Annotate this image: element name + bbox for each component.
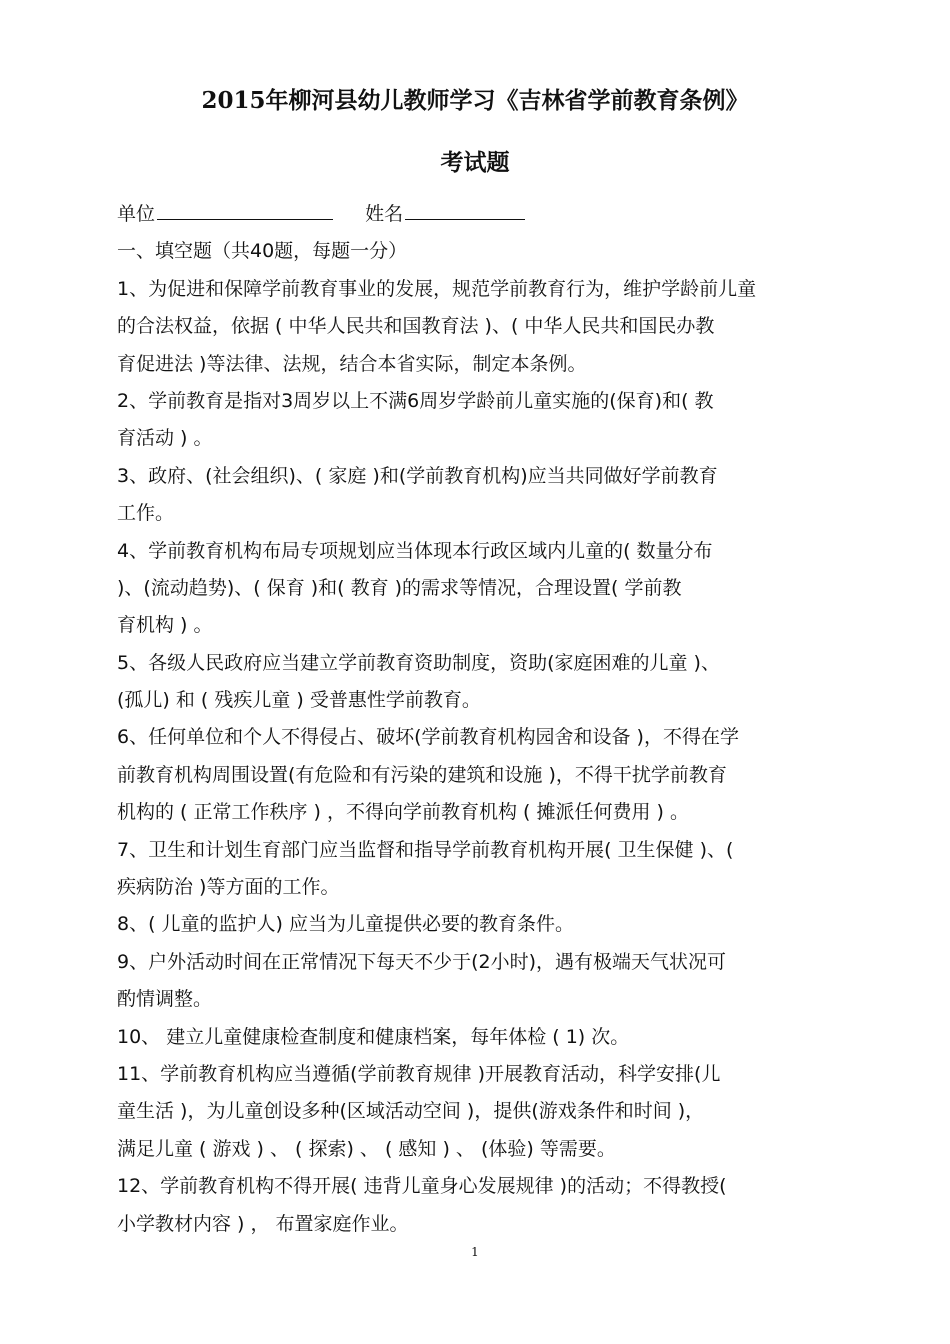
text-line: 酌情调整。 <box>117 988 213 1011</box>
text-line: 小学教材内容 ) ， 布置家庭作业。 <box>117 1212 409 1235</box>
text-line: 机构的 ( 正常工作秩序 ) ，不得向学前教育机构 ( 摊派任何费用 ) 。 <box>117 801 689 824</box>
text-line: 4、学前教育机构布局专项规划应当体现本行政区域内儿童的( 数量分布 <box>117 539 713 562</box>
text-line: 育活动 ) 。 <box>117 427 213 450</box>
text-line: 1、为促进和保障学前教育事业的发展，规范学前教育行为，维护学龄前儿童 <box>117 277 757 300</box>
text-line: 8、( 儿童的监护人) 应当为儿童提供必要的教育条件。 <box>117 913 574 936</box>
name-blank <box>405 199 525 220</box>
document-body <box>117 196 837 1243</box>
unit-label: 单位 <box>117 203 156 225</box>
text-line: 前教育机构周围设置(有危险和有污染的建筑和设施 )，不得干扰学前教育 <box>117 763 727 786</box>
unit-blank <box>157 199 333 220</box>
section-heading: 一、填空题（共40题，每题一分） <box>117 240 408 263</box>
text-line: 11、学前教育机构应当遵循(学前教育规律 )开展教育活动，科学安排(儿 <box>117 1062 721 1085</box>
text-line: 童生活 )，为儿童创设多种(区域活动空间 )，提供(游戏条件和时间 )， <box>117 1100 705 1123</box>
document-subtitle: 考试题 <box>440 149 510 176</box>
form-fields-row <box>117 196 837 233</box>
text-line: 9、户外活动时间在正常情况下每天不少于(2小时)，遇有极端天气状况可 <box>117 950 727 973</box>
document-title: 2015年柳河县幼儿教师学习《吉林省学前教育条例》 <box>201 87 749 114</box>
text-line: 满足儿童 ( 游戏 ) 、 ( 探索) 、 ( 感知 ) 、 (体验) 等需要。 <box>117 1137 616 1160</box>
name-label: 姓名 <box>365 203 404 225</box>
text-line: 3、政府、(社会组织)、( 家庭 )和(学前教育机构)应当共同做好学前教育 <box>117 464 718 487</box>
text-line: 6、任何单位和个人不得侵占、破坏(学前教育机构园舍和设备 )，不得在学 <box>117 726 739 749</box>
text-line: 疾病防治 )等方面的工作。 <box>117 876 340 899</box>
text-line: 7、卫生和计划生育部门应当监督和指导学前教育机构开展( 卫生保健 )、( <box>117 838 734 861</box>
text-line: 育促进法 )等法律、法规，结合本省实际，制定本条例。 <box>117 352 587 375</box>
text-line: 10、 建立儿童健康检查制度和健康档案，每年体检 ( 1) 次。 <box>117 1025 630 1048</box>
text-line: 工作。 <box>117 502 175 525</box>
text-line: (孤儿) 和 ( 残疾儿童 ) 受普惠性学前教育。 <box>117 689 481 712</box>
text-line: 12、学前教育机构不得开展( 违背儿童身心发展规律 )的活动；不得教授( <box>117 1175 727 1198</box>
text-line: 5、各级人民政府应当建立学前教育资助制度，资助(家庭困难的儿童 )、 <box>117 651 720 674</box>
text-line: 育机构 ) 。 <box>117 614 213 637</box>
text-line: )、(流动趋势)、( 保育 )和( 教育 )的需求等情况，合理设置( 学前教 <box>117 576 682 599</box>
text-line: 2、学前教育是指对3周岁以上不满6周岁学龄前儿童实施的(保育)和( 教 <box>117 389 714 412</box>
page-number: 1 <box>471 1245 479 1259</box>
text-line: 的合法权益，依据 ( 中华人民共和国教育法 )、( 中华人民共和国民办教 <box>117 315 715 338</box>
